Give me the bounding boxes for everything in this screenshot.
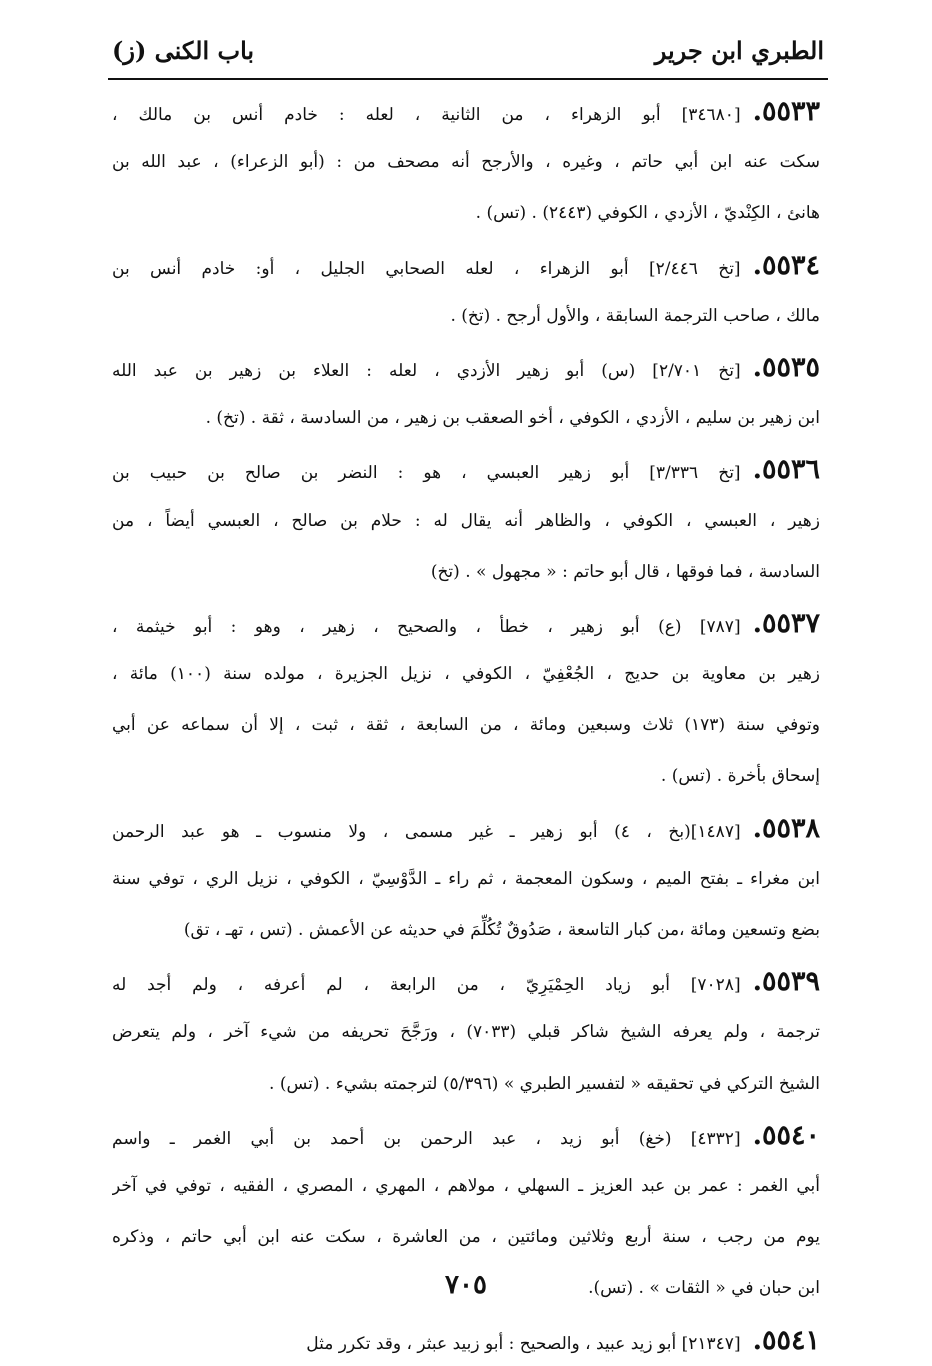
entry-number: ٥٥٣٥. bbox=[752, 351, 820, 383]
entry-line bbox=[112, 1212, 820, 1263]
entry-line bbox=[112, 547, 820, 598]
entry-text: يوم من رجب ، سنة أربع وثلاثين ومائتين ، من العاشرة ، سكت عنه ابن أبي حاتم ، وذكره bbox=[112, 1227, 820, 1248]
entry-line bbox=[112, 1059, 820, 1110]
entry-text: [١٤٨٧](بخ ، ٤) أبو زهير ـ غير مسمى ، ولا منسوب ـ هو عبد الرحمن bbox=[112, 821, 741, 842]
entry-line bbox=[112, 137, 820, 188]
entry-line bbox=[112, 700, 820, 751]
entry-line bbox=[112, 444, 820, 495]
entry-number: ٥٥٣٤. bbox=[752, 249, 820, 281]
page-header bbox=[112, 28, 824, 80]
entry-number: ٥٥٣٧. bbox=[752, 607, 820, 639]
entry-line bbox=[112, 1161, 820, 1212]
entry-line bbox=[112, 803, 820, 854]
entry-line bbox=[112, 240, 820, 291]
header-rule bbox=[108, 78, 828, 80]
entry-text: زهير بن معاوية بن حديج ، الجُعْفِيّ ، الكوفي ، نزيل الجزيرة ، مولده سنة (١٠٠) مائة ، bbox=[112, 664, 820, 685]
entry-text: هانئ ، الكِنْديّ ، الأزدي ، الكوفي (٢٤٤٣) . (تس) . bbox=[475, 203, 820, 224]
biography-entry bbox=[112, 240, 820, 342]
entry-text: [٣٤٦٨٠] أبو الزهراء ، من الثانية ، لعله : خادم أنس بن مالك ، bbox=[112, 105, 741, 125]
entry-text: [تخ ٣/٣٣٦] أبو زهير العبسي ، هو : النضر بن صالح بن حبيب بن bbox=[112, 463, 741, 484]
entry-line bbox=[112, 905, 820, 956]
entry-line bbox=[112, 188, 820, 239]
entry-text: السادسة ، فما فوقها ، قال أبو حاتم : « مجهول » . (تخ) bbox=[430, 561, 820, 582]
entry-text: [٧٠٢٨] أبو زياد الحِمْيَرِيّ ، من الرابعة ، لم أعرفه ، ولم أجد له bbox=[112, 975, 741, 996]
entry-text: [٤٣٣٢] (خغ) أبو زيد ، عبد الرحمن بن أحمد بن أبي الغمر ـ واسم bbox=[112, 1128, 741, 1149]
entry-number: ٥٥٤١. bbox=[752, 1324, 820, 1356]
entry-number: ٥٥٣٦. bbox=[752, 454, 820, 486]
entry-line bbox=[112, 956, 820, 1007]
entry-text: زهير ، العبسي ، الكوفي ، والظاهر أنه يقال له : حلام بن صالح ، العبسي أيضاً ، من bbox=[112, 510, 820, 531]
entry-line bbox=[112, 291, 820, 342]
entry-text: ابن زهير بن سليم ، الأزدي ، الكوفي ، أخو الصعقب بن زهير ، من السادسة ، ثقة . (تخ) . bbox=[205, 408, 820, 429]
entry-number: ٥٥٣٨. bbox=[752, 812, 820, 844]
entry-text: ابن مغراء ـ بفتح الميم ، وسكون المعجمة ، ثم راء ـ الدَّوْسِيّ ، الكوفي ، نزيل الري ، توفي سنة bbox=[112, 868, 820, 889]
entry-text: وتوفي سنة (١٧٣) ثلاث وسبعين ومائة ، من السابعة ، ثقة ، ثبت ، إلا أن سماعه عن أبي bbox=[112, 715, 820, 736]
entry-line bbox=[112, 854, 820, 905]
entry-number: ٥٥٣٩. bbox=[752, 966, 820, 998]
entry-text: الشيخ التركي في تحقيقه « لتفسير الطبري » (٥/٣٩٦) لترجمته بشيء . (تس) . bbox=[269, 1073, 820, 1094]
entry-text: سكت عنه ابن أبي حاتم ، وغيره ، والأرجح أنه مصحف من : (أبو الزعراء) ، عبد الله بن bbox=[112, 152, 820, 173]
entry-line bbox=[112, 342, 820, 393]
entry-line bbox=[112, 393, 820, 444]
entry-text: مالك ، صاحب الترجمة السابقة ، والأول أرجح . (تخ) . bbox=[450, 305, 820, 326]
entry-text: أبي الغمر : عمر بن عبد العزيز ـ السهلي ، مولاهم ، المهري ، المصري ، الفقيه ، توفي في آخر bbox=[112, 1175, 820, 1196]
entry-line bbox=[112, 1110, 820, 1161]
biography-entry bbox=[112, 86, 820, 240]
entry-text: بضع وتسعين ومائة ،من كبار التاسعة ، صَدُوقٌ تُكُلِّمَ في حديثه عن الأعمش . (تس ، تهـ ، تق) bbox=[183, 920, 820, 940]
running-title-right: الطبري ابن جرير bbox=[654, 36, 824, 65]
entry-line bbox=[112, 1007, 820, 1058]
entry-text: [٢١٣٤٧] أبو زيد عبيد ، والصحيح : أبو زبيد عبثر ، وقد تكرر مثل bbox=[306, 1333, 741, 1354]
entry-line bbox=[112, 751, 820, 802]
page-number: ٧٠٥ bbox=[445, 1270, 487, 1300]
entry-text: [تخ ٢/٧٠١] (س) أبو زهير الأزدي ، لعله : العلاء بن زهير بن عبد الله bbox=[112, 360, 741, 381]
biography-entry bbox=[112, 803, 820, 957]
biography-entry bbox=[112, 1315, 820, 1366]
entry-line bbox=[112, 1315, 820, 1366]
entry-text: ترجمة ، ولم يعرفه الشيخ شاكر قبلي (٧٠٣٣) ، ورَجَّحَ تحريفه من شيء آخر ، ولم يتعرض bbox=[112, 1022, 820, 1043]
entry-line bbox=[112, 649, 820, 700]
biography-entry bbox=[112, 956, 820, 1110]
entry-text: إسحاق بأخرة . (تس) . bbox=[660, 766, 820, 787]
entry-text: [تخ ٢/٤٤٦] أبو الزهراء ، لعله الصحابي الجليل ، أو: خادم أنس بن bbox=[112, 258, 741, 279]
entry-line bbox=[112, 496, 820, 547]
biography-entry bbox=[112, 342, 820, 444]
entry-number: ٥٥٣٣. bbox=[752, 96, 820, 127]
entry-line bbox=[112, 86, 820, 137]
biography-entry bbox=[112, 444, 820, 598]
biography-entry bbox=[112, 598, 820, 803]
entry-text: [٧٨٧] (ع) أبو زهير ، خطأ ، والصحيح ، زهير ، وهو : أبو خيثمة ، bbox=[112, 616, 741, 637]
entry-text: ابن حبان في « الثقات » . (تس). bbox=[588, 1278, 820, 1299]
running-title-left: باب الكنى (ز) bbox=[112, 36, 255, 65]
entry-number: ٥٥٤٠. bbox=[752, 1119, 820, 1151]
entries-body bbox=[112, 86, 820, 1366]
entry-line bbox=[112, 598, 820, 649]
